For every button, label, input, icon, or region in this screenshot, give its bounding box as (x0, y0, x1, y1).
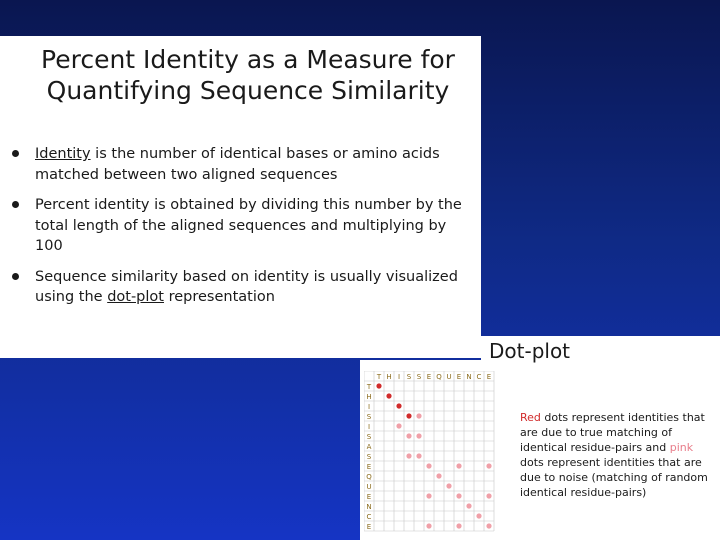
identity-definition: is the number of identical bases or amino acids matched between two aligned sequences (35, 146, 440, 183)
noise-dot-pink (456, 463, 461, 468)
side-letter: T (366, 383, 372, 391)
top-letter: S (416, 373, 422, 381)
side-letter: U (366, 483, 372, 491)
noise-dot-pink (406, 433, 411, 438)
side-letter: E (366, 523, 372, 531)
identity-term: Identity (35, 146, 91, 162)
title-line-2: Quantifying Sequence Similarity (46, 76, 450, 105)
noise-dot-pink (416, 453, 421, 458)
noise-dot-pink (486, 523, 491, 528)
top-letter: E (426, 373, 432, 381)
top-letter: H (386, 373, 392, 381)
noise-dot-pink (486, 463, 491, 468)
caption-pink-word: pink (669, 441, 694, 454)
caption-part-2: dots represent identities that are due to noise (matching of random identical residue-pairs) (520, 456, 708, 499)
dotplot-caption (520, 410, 720, 500)
dotplot-grid (364, 371, 496, 533)
noise-dot-pink (426, 523, 431, 528)
side-letter: C (366, 513, 372, 521)
percent-identity-text: Percent identity is obtained by dividing this number by the total length of the aligned sequences and multiplying by 100 (35, 197, 462, 254)
dotplot-title: Dot-plot (489, 339, 571, 363)
top-letter: N (466, 373, 472, 381)
caption-part-1: dots represent identities that are due to true matching of identical residue-pairs and (520, 411, 705, 454)
bullet-identity (10, 144, 465, 185)
bullet-dot-icon (12, 201, 19, 208)
dot-plot-term: dot-plot (107, 289, 164, 305)
top-letter: E (486, 373, 492, 381)
title-line-1: Percent Identity as a Measure for (41, 45, 455, 74)
top-letter: I (397, 373, 401, 381)
noise-dot-pink (436, 473, 441, 478)
identity-dot-red (396, 403, 401, 408)
side-letter: S (366, 453, 372, 461)
bullet-sequence-similarity (10, 267, 465, 308)
bullet-percent-identity (10, 195, 465, 257)
top-letter: S (406, 373, 412, 381)
bullet-dot-icon (12, 150, 19, 157)
bullet-dot-icon (12, 273, 19, 280)
noise-dot-pink (456, 493, 461, 498)
identity-dot-red (376, 383, 381, 388)
noise-dot-pink (416, 433, 421, 438)
side-letter: I (367, 423, 371, 431)
top-letter: C (476, 373, 482, 381)
similarity-text-after: representation (163, 289, 275, 305)
top-letter: E (456, 373, 462, 381)
noise-dot-pink (416, 413, 421, 418)
side-letter: Q (366, 473, 372, 481)
top-letter: U (446, 373, 452, 381)
top-letter: Q (436, 373, 442, 381)
top-letter: T (376, 373, 382, 381)
side-letter: H (366, 393, 372, 401)
noise-dot-pink (406, 453, 411, 458)
noise-dot-pink (446, 483, 451, 488)
side-letter: I (367, 403, 371, 411)
noise-dot-pink (396, 423, 401, 428)
noise-dot-pink (426, 463, 431, 468)
noise-dot-pink (466, 503, 471, 508)
caption-red-word: Red (520, 411, 541, 424)
similarity-text-before: Sequence similarity based on identity is usually visualized using the (35, 268, 458, 305)
noise-dot-pink (426, 493, 431, 498)
identity-dot-red (406, 413, 411, 418)
noise-dot-pink (456, 523, 461, 528)
side-letter: N (366, 503, 372, 511)
noise-dot-pink (486, 493, 491, 498)
side-letter: E (366, 463, 372, 471)
identity-dot-red (386, 393, 391, 398)
noise-dot-pink (476, 513, 481, 518)
side-letter: S (366, 433, 372, 441)
slide-title (18, 44, 478, 106)
side-letter: S (366, 413, 372, 421)
side-letter: A (366, 443, 372, 451)
bullet-list (10, 144, 465, 318)
side-letter: E (366, 493, 372, 501)
